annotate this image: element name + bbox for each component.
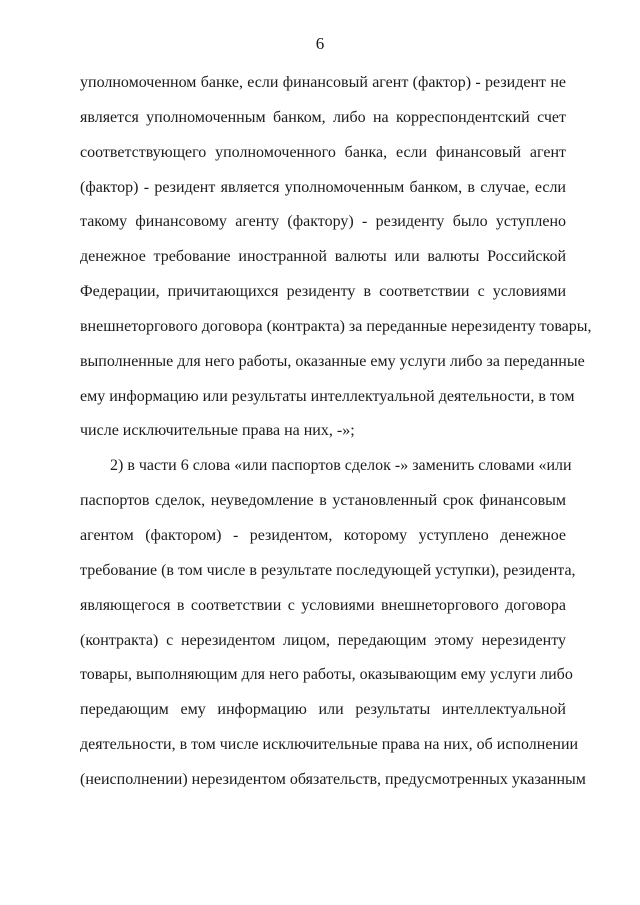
text-line: агентом (фактором) - резидентом, которому уступлено денежное <box>80 526 566 544</box>
text-line: (неисполнении) нерезидентом обязательств, предусмотренных указанным <box>80 770 586 788</box>
text-line: требование (в том числе в результате последующей уступки), резидента, <box>80 561 576 579</box>
text-line: соответствующего уполномоченного банка, если финансовый агент <box>80 143 566 161</box>
text-line: является уполномоченным банком, либо на корреспондентский счет <box>80 108 566 126</box>
text-line: (фактор) - резидент является уполномоченным банком, в случае, если <box>80 178 566 196</box>
text-line: ему информацию или результаты интеллектуальной деятельности, в том <box>80 387 575 405</box>
text-line: уполномоченном банке, если финансовый агент (фактор) - резидент не <box>80 74 566 91</box>
text-line: (контракта) с нерезидентом лицом, передающим этому нерезиденту <box>80 631 566 649</box>
text-line: Федерации, причитающихся резиденту в соответствии с условиями <box>80 283 566 301</box>
document-body <box>80 71 592 803</box>
text-line: товары, выполняющим для него работы, оказывающим ему услуги либо <box>80 666 573 684</box>
text-line: числе исключительные права на них, -»; <box>80 422 355 440</box>
text-line: выполненные для него работы, оказанные ему услуги либо за переданные <box>80 352 585 370</box>
text-line: передающим ему информацию или результаты интеллектуальной <box>80 701 566 719</box>
page-number: 6 <box>315 34 325 53</box>
text-line: денежное требование иностранной валюты или валюты Российской <box>80 248 566 266</box>
text-line: 2) в части 6 слова «или паспортов сделок -» заменить словами «или <box>110 457 572 475</box>
text-line: паспортов сделок, неуведомление в установленный срок финансовым <box>80 492 566 510</box>
text-line: деятельности, в том числе исключительные права на них, об исполнении <box>80 736 579 754</box>
text-line: такому финансовому агенту (фактору) - резиденту было уступлено <box>80 213 566 231</box>
text-line: являющегося в соответствии с условиями внешнеторгового договора <box>80 596 566 614</box>
text-line: внешнеторгового договора (контракта) за переданные нерезиденту товары, <box>80 317 592 335</box>
